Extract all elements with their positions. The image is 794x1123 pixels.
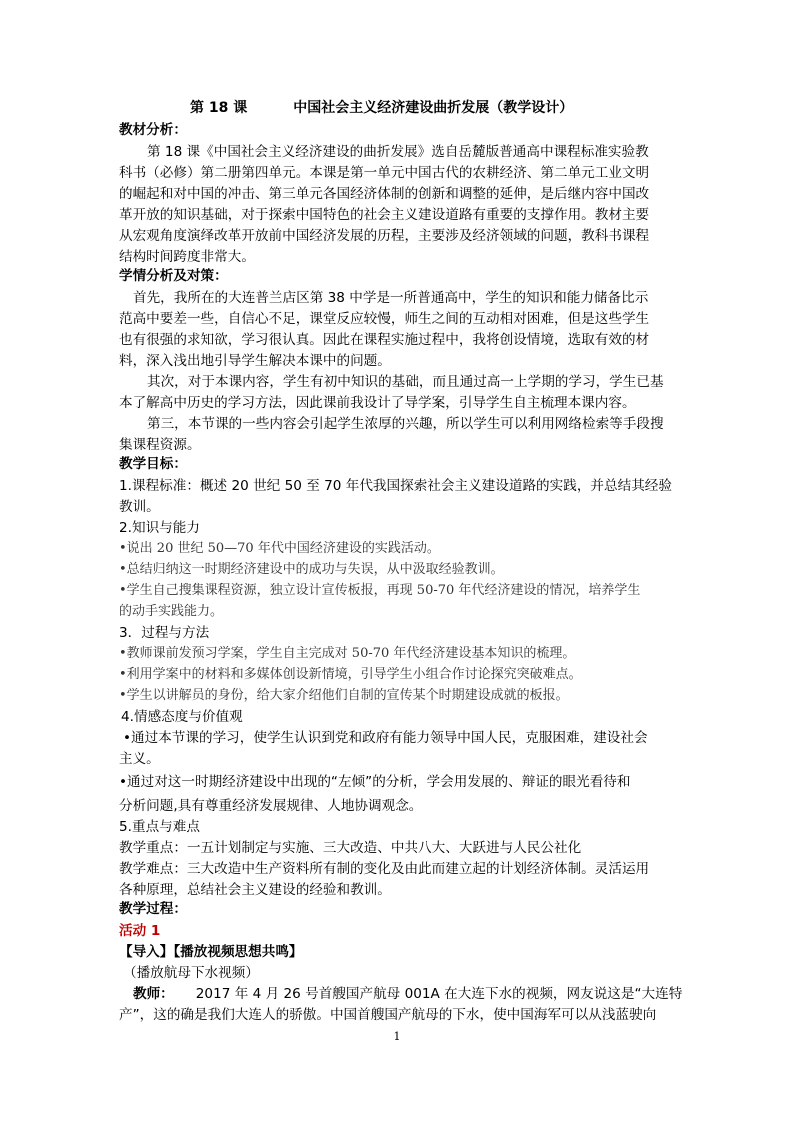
list-item: •利用学案中的材料和多媒体创设新情境，引导学生小组合作讨论探究突破难点。 [119, 667, 582, 682]
paragraph-line: 第 18 课《中国社会主义经济建设的曲折发展》选自岳麓版普通高中课程标准实验教 [147, 144, 649, 160]
teacher-text: 产”，这的确是我们大连人的骄傲。中国首艘国产航母的下水，使中国海军可以从浅蓝驶向 [119, 1007, 657, 1023]
list-item: •总结归纳这一时期经济建设中的成功与失误，从中汲取经验教训。 [119, 562, 504, 577]
goal-line: 教训。 [119, 499, 160, 515]
paragraph-line: 结构时间跨度非常大。 [119, 249, 255, 265]
teacher-label: 教师： [133, 986, 174, 1002]
paragraph-line: 也有很强的求知欲，学习很认真。因此在课程实施过程中，我将创设情境，选取有效的材 [119, 332, 650, 348]
list-item: •通过本节课的学习，使学生认识到党和政府有能力领导中国人民，克服困难，建设社会 [123, 730, 648, 746]
list-item: 分析问题,具有尊重经济发展规律、人地协调观念。 [119, 798, 423, 814]
paragraph-line: 从宏观角度演绎改革开放前中国经济发展的历程，主要涉及经济领域的问题，教科书课程 [119, 228, 650, 244]
paragraph-line: 范高中要差一些，自信心不足，课堂反应较慢，师生之间的互动相对困难，但是这些学生 [119, 311, 650, 327]
list-item: 的动手实践能力。 [119, 604, 224, 619]
section-heading-process: 教学过程： [119, 901, 187, 917]
paragraph-line: 首先，我所在的大连普兰店区第 38 中学是一所普通高中，学生的知识和能力储备比示 [133, 290, 649, 306]
activity-label: 活动 1 [119, 923, 161, 939]
paragraph-line: 第三，本节课的一些内容会引起学生浓厚的兴趣，所以学生可以利用网络检索等手段搜 [147, 416, 664, 432]
paragraph-line: 革开放的知识基础，对于探索中国特色的社会主义建设道路有重要的支撑作用。教材主要 [119, 207, 650, 223]
paragraph-line: 本了解高中历史的学习方法，因此课前我设计了导学案，引导学生自主梳理本课内容。 [119, 395, 636, 411]
activity-intro: 【导入】【播放视频思想共鸣】 [119, 944, 303, 960]
activity-note: （播放航母下水视频） [123, 965, 259, 981]
subheading-method: 3．过程与方法 [119, 625, 210, 641]
lesson-number: 第 18 课 [190, 100, 248, 116]
list-item: •教师课前发预习学案，学生自主完成对 50-70 年代经济建设基本知识的梳理。 [119, 646, 576, 661]
list-item: 主义。 [119, 751, 160, 767]
goal-line: 1.课程标准：概述 20 世纪 50 至 70 年代我国探索社会主义建设道路的实践，并总结其经验 [119, 478, 672, 494]
key-points: 教学重点：一五计划制定与实施、三大改造、中共八大、大跃进与人民公社化 [119, 840, 582, 856]
list-item: •说出 20 世纪 50—70 年代中国经济建设的实践活动。 [119, 541, 440, 556]
subheading-attitude: 4.情感态度与价值观 [121, 709, 243, 725]
paragraph-line: 的崛起和对中国的冲击、第三单元各国经济体制的创新和调整的延伸，是后继内容中国改 [119, 186, 650, 202]
difficulties: 教学难点：三大改造中生产资料所有制的变化及由此而建立起的计划经济体制。灵活运用 [119, 861, 650, 877]
subheading-knowledge: 2.知识与能力 [119, 520, 200, 536]
list-item: •学生自己搜集课程资源，独立设计宣传板报，再现 50-70 年代经济建设的情况，培养学生 [119, 583, 641, 598]
subheading-key: 5.重点与难点 [119, 819, 200, 835]
paragraph-line: 料，深入浅出地引导学生解决本课中的问题。 [119, 353, 391, 369]
difficulties: 各种原理，总结社会主义建设的经验和教训。 [119, 882, 391, 898]
page-number: 1 [393, 1030, 401, 1043]
paragraph-line: 其次，对于本课内容，学生有初中知识的基础，而且通过高一上学期的学习，学生已基 [147, 374, 664, 390]
teacher-line [133, 984, 693, 1005]
list-item: •通过对这一时期经济建设中出现的“左倾”的分析，学会用发展的、辩证的眼光看待和 [119, 774, 631, 790]
paragraph-line: 科书（必修）第二册第四单元。本课是第一单元中国古代的农耕经济、第二单元工业文明 [119, 165, 650, 181]
teacher-text: 2017 年 4 月 26 号首艘国产航母 001A 在大连下水的视频，网友说这是“大连特 [195, 986, 683, 1002]
list-item: •学生以讲解员的身份，给大家介绍他们自制的宣传某个时期建设成就的板报。 [119, 688, 569, 703]
lesson-topic: 中国社会主义经济建设曲折发展（教学设计） [293, 100, 574, 116]
section-heading-textbook: 教材分析： [119, 122, 187, 138]
document-title [190, 98, 750, 119]
section-heading-goals: 教学目标： [119, 456, 187, 472]
section-heading-students: 学情分析及对策： [119, 268, 228, 284]
paragraph-line: 集课程资源。 [119, 437, 201, 453]
